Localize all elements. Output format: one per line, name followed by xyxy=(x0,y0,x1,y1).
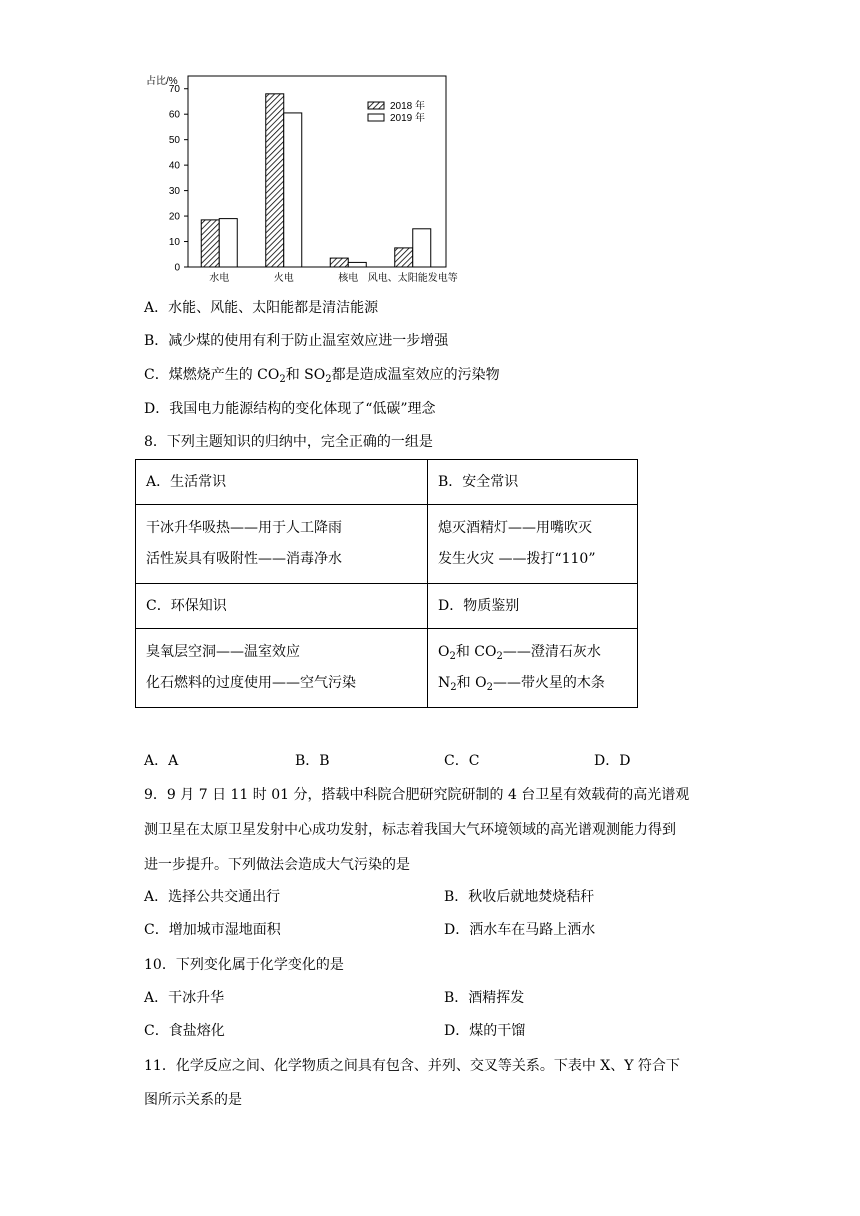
legend-label: 2019 年 xyxy=(390,113,426,124)
q9-stem-line3: 进一步提升。下列做法会造成大气污染的是 xyxy=(144,857,410,873)
bar-series1-1 xyxy=(266,94,284,267)
cell-a-head: A．生活常识 xyxy=(136,460,428,505)
cell-a-body: 干冰升华吸热——用于人工降雨 活性炭具有吸附性——消毒净水 xyxy=(136,505,428,584)
y-tick-label: 0 xyxy=(174,262,180,274)
bar-series2-1 xyxy=(284,113,302,267)
q11-stem-line2: 图所示关系的是 xyxy=(144,1092,242,1108)
q10-option-a: A．干冰升华 xyxy=(144,990,225,1006)
q7-option-a: A．水能、风能、太阳能都是清洁能源 xyxy=(144,300,379,316)
q9-option-b: B．秋收后就地焚烧秸秆 xyxy=(444,889,595,905)
x-category-label: 水电 xyxy=(209,273,230,284)
bar-series2-2 xyxy=(348,262,366,267)
q7-option-c: C．煤燃烧产生的 $CO_2$和 $SO_2$都是造成温室效应的污染物 xyxy=(144,367,500,385)
q9-stem-line1: 9．9 月 7 日 11 时 01 分，搭载中科院合肥研究院研制的 4 台卫星有效载荷的高光谱观 xyxy=(144,787,690,803)
x-category-label: 风电、太阳能发电等 xyxy=(367,273,458,284)
bar-series2-0 xyxy=(219,219,237,267)
q9-stem-line2: 测卫星在太原卫星发射中心成功发射，标志着我国大气环境领域的高光谱观测能力得到 xyxy=(144,822,676,838)
q7-option-d: D．我国电力能源结构的变化体现了“低碳”理念 xyxy=(144,401,436,417)
q8-option-d: D．D xyxy=(594,753,631,769)
bar-series1-2 xyxy=(330,258,348,267)
bar-series1-3 xyxy=(395,248,413,267)
q9-option-d: D．洒水车在马路上洒水 xyxy=(444,922,596,938)
cell-d-body: $O_2$和 $CO_2——$澄清石灰水 $N_2$和 $O_2——$带火星的木条 xyxy=(428,629,638,708)
legend-swatch xyxy=(368,102,384,109)
cell-d-head: D．物质鉴别 xyxy=(428,584,638,629)
q8-knowledge-table xyxy=(135,459,638,708)
q10-option-b: B．酒精挥发 xyxy=(444,990,525,1006)
legend-label: 2018 年 xyxy=(390,101,426,112)
cell-c-head: C．环保知识 xyxy=(136,584,428,629)
q8-option-c: C．C xyxy=(444,753,480,769)
y-tick-label: 50 xyxy=(168,135,180,147)
y-tick-label: 70 xyxy=(168,84,180,96)
y-tick-label: 20 xyxy=(168,211,180,223)
y-tick-label: 10 xyxy=(168,237,180,249)
y-axis-label: 占比/% xyxy=(146,76,178,87)
legend-swatch xyxy=(368,114,384,121)
q10-option-c: C．食盐熔化 xyxy=(144,1023,225,1039)
x-category-label: 核电 xyxy=(338,273,359,284)
power-structure-bar-chart xyxy=(140,64,485,286)
cell-b-head: B．安全常识 xyxy=(428,460,638,505)
q10-stem: 10．下列变化属于化学变化的是 xyxy=(144,957,344,973)
q8-stem: 8．下列主题知识的归纳中，完全正确的一组是 xyxy=(144,434,433,450)
q11-stem-line1: 11．化学反应之间、化学物质之间具有包含、并列、交叉等关系。下表中 X、Y 符合下 xyxy=(144,1058,680,1074)
x-category-label: 火电 xyxy=(273,273,294,284)
cell-b-body: 熄灭酒精灯——用嘴吹灭 发生火灾 ——拨打“110” xyxy=(428,505,638,584)
q8-option-a: A．A xyxy=(144,753,179,769)
y-tick-label: 60 xyxy=(168,109,180,121)
q9-option-c: C．增加城市湿地面积 xyxy=(144,922,281,938)
bar-series1-0 xyxy=(201,220,219,267)
cell-c-body: 臭氧层空洞——温室效应 化石燃料的过度使用——空气污染 xyxy=(136,629,428,708)
q7-option-b: B．减少煤的使用有利于防止温室效应进一步增强 xyxy=(144,333,449,349)
q8-option-b: B．B xyxy=(295,753,330,769)
q9-option-a: A．选择公共交通出行 xyxy=(144,889,281,905)
q10-option-d: D．煤的干馏 xyxy=(444,1023,526,1039)
y-tick-label: 30 xyxy=(168,186,180,198)
bar-series2-3 xyxy=(413,229,431,267)
y-tick-label: 40 xyxy=(168,160,180,172)
